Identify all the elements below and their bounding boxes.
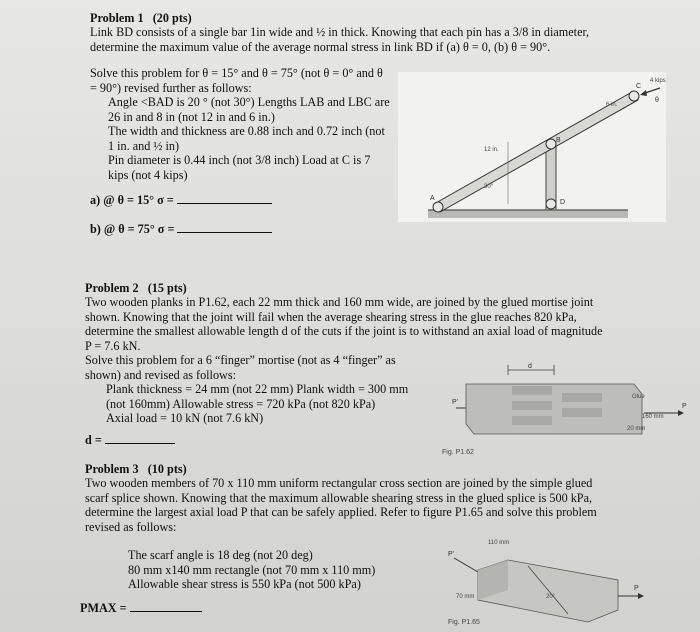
fig-p162-caption: Fig. P1.62 — [442, 449, 474, 456]
answer-d-label: d = — [85, 433, 102, 447]
problem2-answer — [85, 433, 175, 448]
load-arrowhead-right — [678, 410, 684, 416]
problem1-revision-intro — [90, 66, 383, 95]
problem3-answer — [80, 601, 202, 616]
problem2-revision-line: Axial load = 10 kN (not 7.6 kN) — [106, 411, 264, 425]
problem2-statement-line: determine the smallest allowable length d of the cuts if the joint is to withstand an axial load of magnitude — [85, 324, 603, 338]
label-p: P — [682, 403, 687, 410]
answer-a-blank[interactable] — [177, 193, 272, 204]
problem1-link-figure — [398, 72, 666, 222]
problem2-revision-line: (not 160mm) Allowable stress = 720 kPa (not 820 kPa) — [106, 396, 376, 411]
problem2-revisions — [106, 382, 408, 426]
label-4kips: 4 kips — [650, 78, 666, 84]
problem3-revision-line: The scarf angle is 18 deg (not 20 deg) — [128, 548, 313, 562]
problem1-intro-line: Solve this problem for θ = 15° and θ = 75° (not θ = 0° and θ — [90, 66, 383, 80]
pin-d — [546, 199, 556, 209]
problem1-header — [90, 11, 192, 26]
problem2-statement-line: Solve this problem for a 6 “finger” mortise (not as 4 “finger” as — [85, 353, 396, 367]
pin-b — [546, 139, 556, 149]
problem2-statement-line: shown) and revised as follows: — [85, 367, 236, 382]
label-p: P — [634, 585, 639, 592]
label-20deg: 20° — [546, 594, 556, 600]
problem1-revision-line: Pin diameter is 0.44 inch (not 3/8 inch) Load at C is 7 — [108, 153, 371, 167]
problem3-statement-line: determine the largest axial load P that can be safely applied. Refer to figure P1.65 and solve this problem — [85, 505, 597, 519]
problem2-revision-line: Plank thickness = 24 mm (not 22 mm) Plank width = 300 mm — [106, 382, 409, 396]
problem3-revisions — [128, 548, 375, 592]
answer-b-label: b) @ θ = 75° σ = — [90, 222, 175, 236]
label-d: D — [560, 199, 566, 206]
problem1-statement-line: Link BD consists of a single bar 1in wide and ½ in thick. Knowing that each pin has a 3/8 in diameter, — [90, 25, 590, 39]
problem1-statement-line: determine the maximum value of the average normal stress in link BD if (a) θ = 0, (b) θ = 90°. — [90, 39, 551, 54]
problem1-points: (20 pts) — [152, 11, 192, 25]
label-12in: 12 in. — [484, 147, 499, 153]
problem3-statement-line: scarf splice shown. Knowing that the maximum allowable shearing stress in the glued splice is 500 kPa, — [85, 490, 593, 505]
problem3-points: (10 pts) — [147, 462, 187, 476]
answer-a-label: a) @ θ = 15° σ = — [90, 193, 174, 207]
finger — [512, 386, 552, 395]
answer-b-blank[interactable] — [177, 222, 272, 233]
problem1-revisions — [108, 95, 390, 182]
finger — [512, 416, 552, 425]
pin-a — [433, 202, 443, 212]
answer-pmax-blank[interactable] — [130, 601, 202, 612]
label-c: C — [636, 83, 642, 90]
problem3-heading: Problem 3 — [85, 462, 139, 476]
answer-pmax-label: PMAX = — [80, 601, 127, 615]
problem2-header — [85, 281, 187, 296]
ground-hatch — [428, 210, 628, 218]
problem2-points: (15 pts) — [147, 281, 187, 295]
problem3-revision-line: 80 mm x140 mm rectangle (not 70 mm x 110 mm) — [128, 562, 376, 577]
problem2-statement-line: shown. Knowing that the joint will fail when the average shearing stress in the glue reaches 820 kPa, — [85, 309, 577, 324]
problem1-revision-line: Angle <BAD is 20 ° (not 30°) Lengths LAB and LBC are — [108, 95, 390, 109]
problem3-statement-line: revised as follows: — [85, 519, 177, 534]
problem3-statement — [85, 476, 597, 534]
label-pprime: P' — [452, 399, 459, 406]
problem2-heading: Problem 2 — [85, 281, 139, 295]
finger — [562, 408, 602, 417]
label-70mm: 70 mm — [456, 594, 475, 600]
problem3-revision-line: Allowable shear stress is 550 kPa (not 500 kPa) — [128, 577, 361, 591]
problem3-header — [85, 462, 187, 477]
label-d: d — [528, 363, 532, 370]
answer-d-blank[interactable] — [105, 433, 175, 444]
problem3-scarf-figure — [448, 536, 646, 628]
problem2-statement-line: Two wooden planks in P1.62, each 22 mm thick and 160 mm wide, are joined by the glued mortise joint — [85, 295, 594, 309]
label-110mm: 110 mm — [488, 540, 510, 546]
label-theta: θ — [655, 97, 659, 104]
problem1-heading: Problem 1 — [90, 11, 144, 25]
label-30deg: 30° — [484, 184, 494, 190]
pin-c — [629, 91, 639, 101]
problem3-statement-line: Two wooden members of 70 x 110 mm uniform rectangular cross section are joined by the simple glued — [85, 476, 593, 490]
problem1-revision-line: 1 in. and ½ in) — [108, 138, 180, 153]
problem1-intro-line: = 90°) revised further as follows: — [90, 80, 252, 95]
problem1-statement — [90, 25, 589, 54]
problem2-mortise-figure — [442, 358, 692, 456]
finger — [512, 401, 552, 410]
load-arrow-left — [454, 558, 478, 572]
label-6in: 6 in. — [606, 102, 618, 108]
problem1-revision-line: kips (not 4 kips) — [108, 167, 188, 182]
problem1-answer-b — [90, 222, 272, 237]
problem1-answer-a — [90, 193, 272, 208]
figure-background — [398, 72, 666, 222]
plank-body — [466, 384, 642, 434]
label-glue: Glue — [632, 394, 645, 400]
label-b: B — [556, 137, 561, 144]
problem1-revision-line: 26 in and 8 in (not 12 in and 6 in.) — [108, 109, 275, 124]
problem2-statement-line: P = 7.6 kN. — [85, 338, 141, 353]
fig-p165-caption: Fig. P1.65 — [448, 619, 480, 626]
label-a: A — [430, 195, 435, 202]
label-20mm: 20 mm — [627, 426, 646, 432]
load-arrowhead-right — [638, 593, 644, 599]
finger — [562, 393, 602, 402]
problem1-revision-line: The width and thickness are 0.88 inch and 0.72 inch (not — [108, 124, 385, 138]
label-160mm: 160 mm — [642, 414, 664, 420]
label-pprime: P' — [448, 551, 455, 558]
